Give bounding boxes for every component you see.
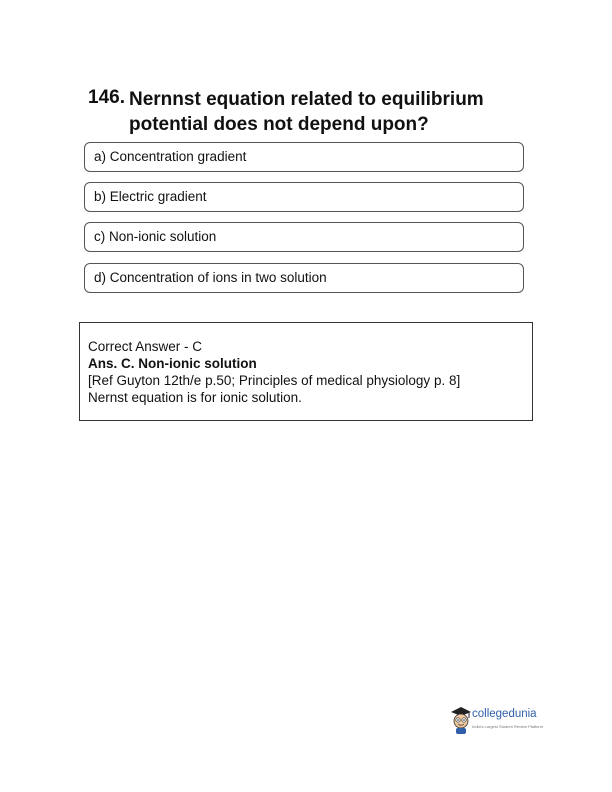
option-c[interactable]: c) Non-ionic solution bbox=[84, 222, 524, 252]
collegedunia-logo bbox=[450, 703, 550, 739]
answer-box bbox=[79, 322, 533, 421]
option-a[interactable]: a) Concentration gradient bbox=[84, 142, 524, 172]
answer-title: Ans. C. Non-ionic solution bbox=[88, 356, 257, 371]
option-d[interactable]: d) Concentration of ions in two solution bbox=[84, 263, 524, 293]
answer-explanation: Nernst equation is for ionic solution. bbox=[88, 390, 302, 405]
logo-name: collegedunia bbox=[472, 708, 537, 720]
logo-tagline: India's Largest Student Review Platform bbox=[472, 724, 544, 729]
question-number: 146. bbox=[88, 87, 125, 108]
student-mascot-icon bbox=[450, 705, 472, 735]
answer-reference: [Ref Guyton 12th/e p.50; Principles of medical physiology p. 8] bbox=[88, 373, 461, 388]
question-text: Nernnst equation related to equilibrium potential does not depend upon? bbox=[129, 89, 484, 135]
correct-answer: Correct Answer - C bbox=[88, 339, 203, 354]
option-b[interactable]: b) Electric gradient bbox=[84, 182, 524, 212]
